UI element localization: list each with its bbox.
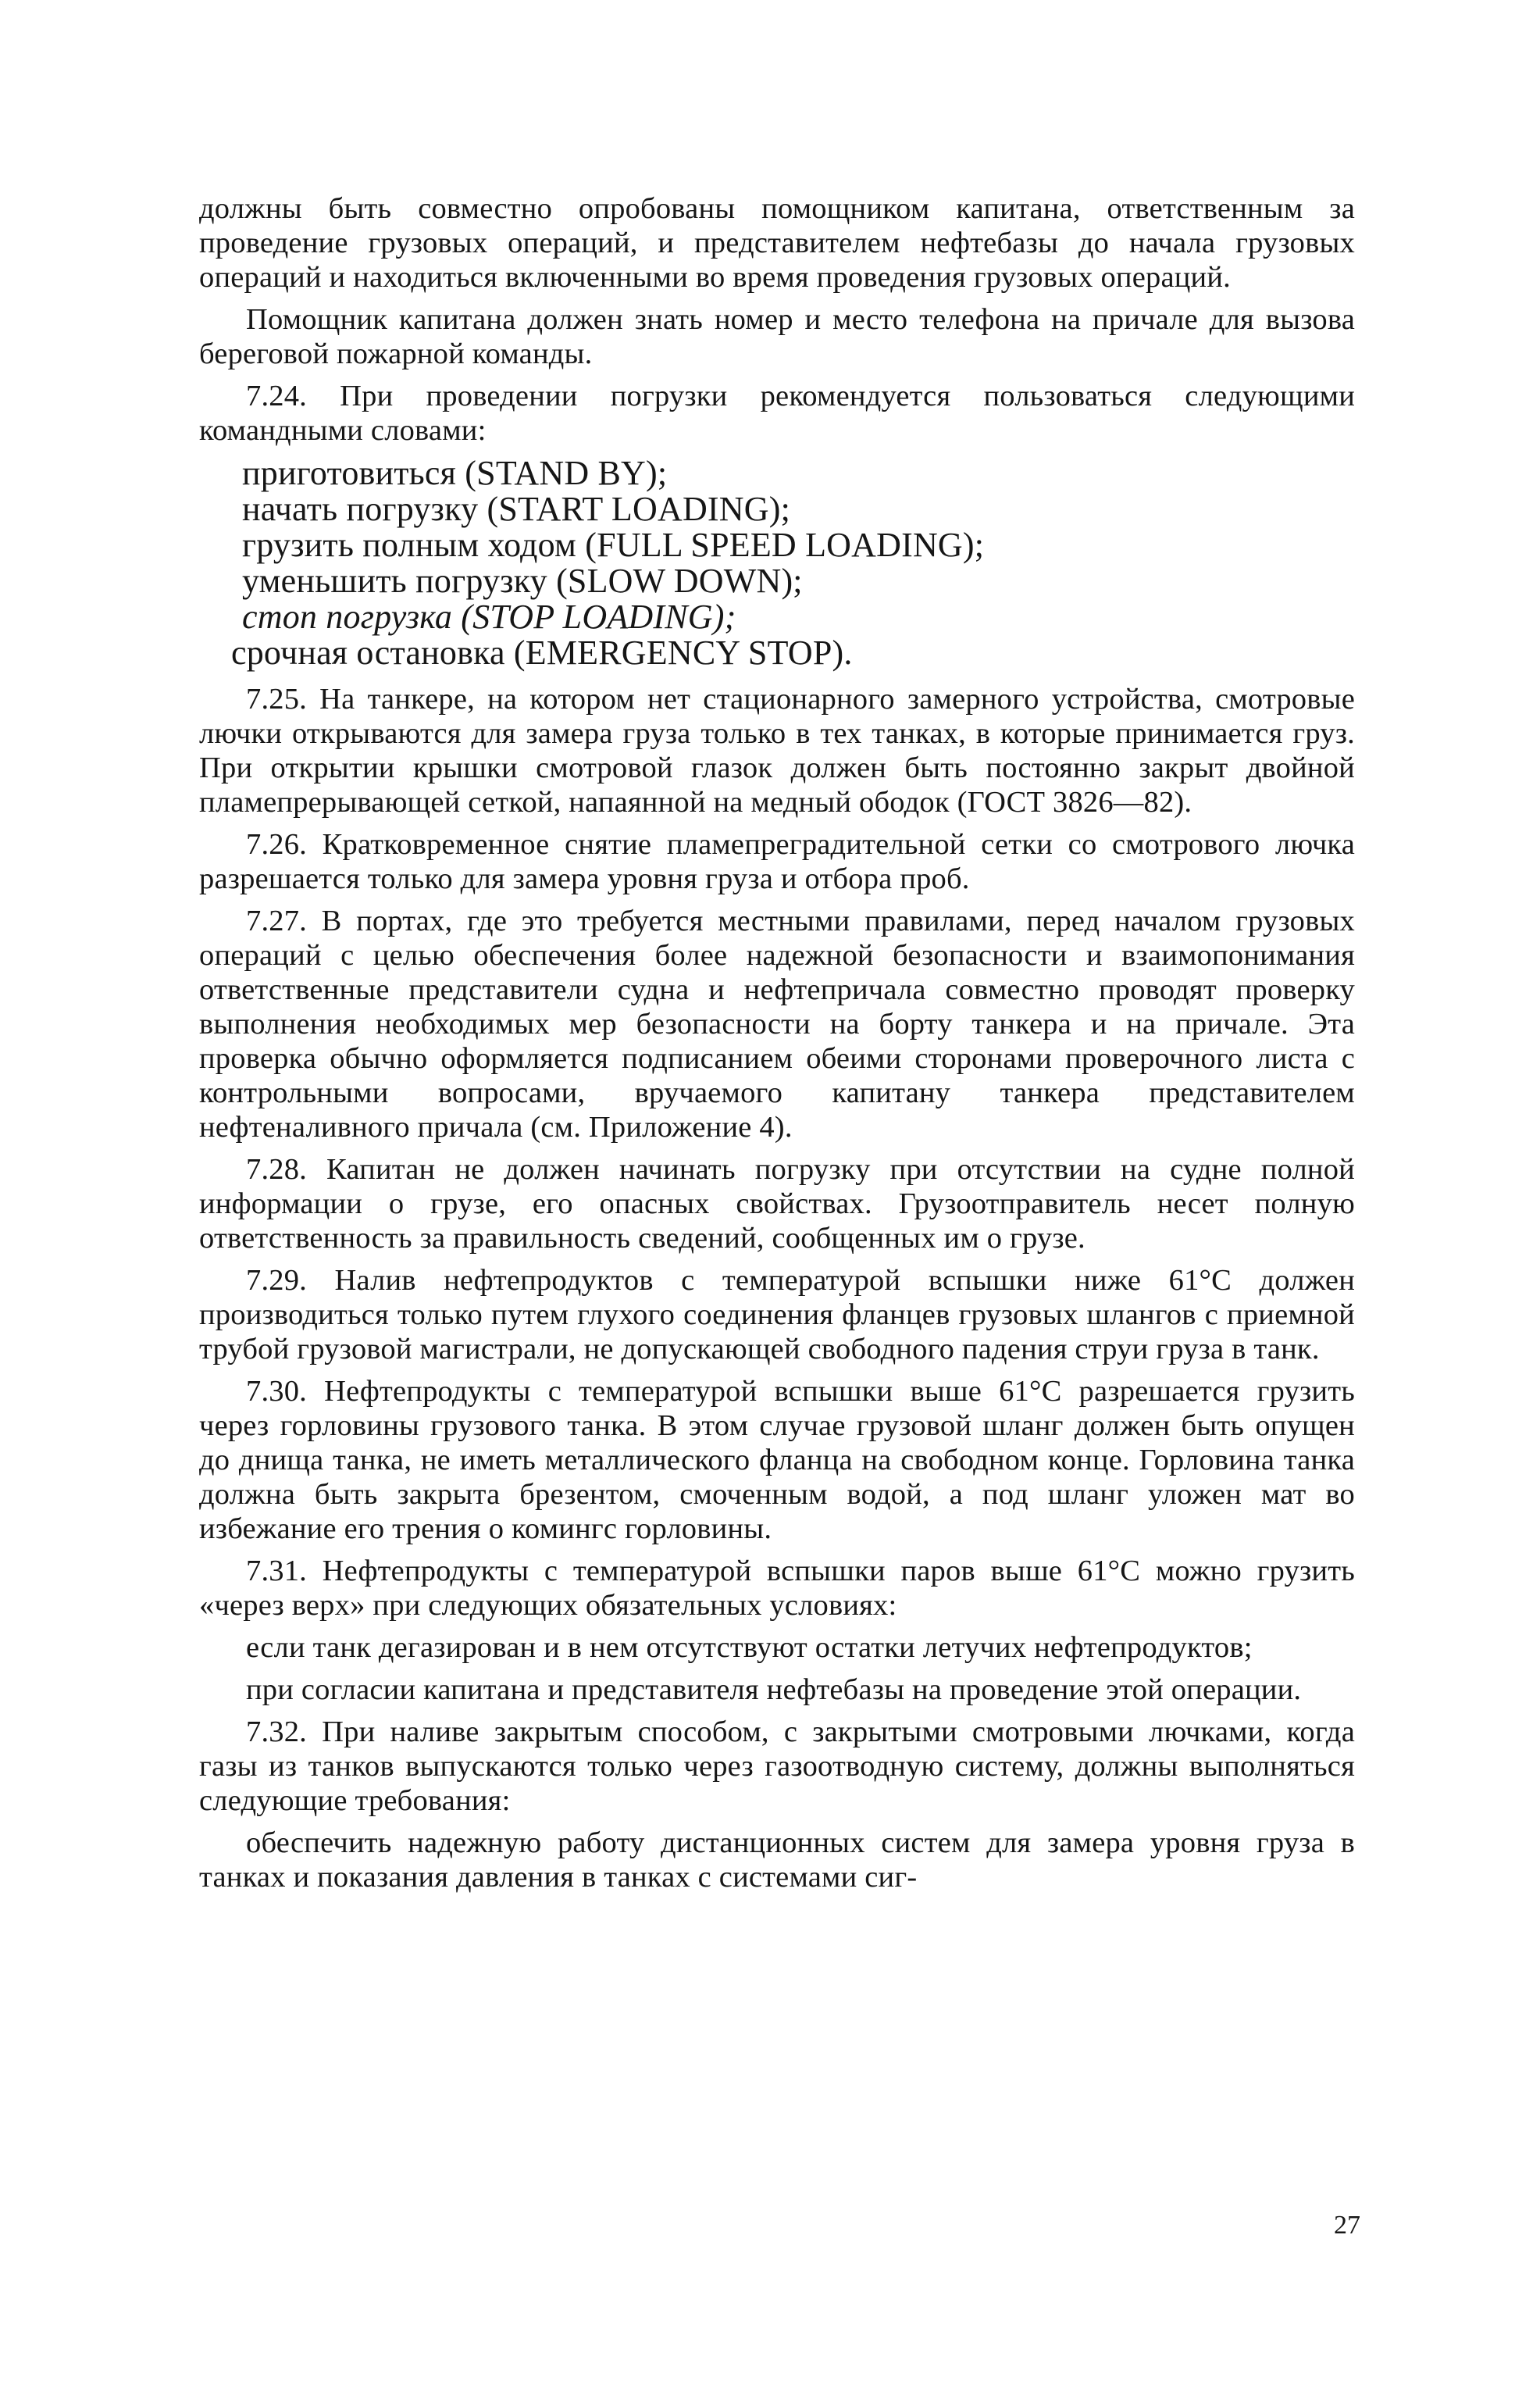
- paragraph-condition-2: при согласии капитана и представителя нефтебазы на проведение этой операции.: [246, 1673, 1302, 1706]
- command-item: стоп погрузка (STOP LOADING);: [242, 598, 736, 636]
- command-item: грузить полным ходом (FULL SPEED LOADING);: [242, 526, 985, 564]
- paragraph-condition-1: если танк дегазирован и в нем отсутствуют остатки летучих нефтепродуктов;: [246, 1631, 1253, 1664]
- command-item: срочная остановка (EMERGENCY STOP).: [231, 634, 853, 672]
- command-item: начать погрузку (START LOADING);: [242, 490, 790, 528]
- paragraph-continuation: должны быть совместно опробованы помощником капитана, ответственным за проведение грузовых операций, и представителем нефтебазы до начала грузовых операций и находиться включенными во время проведения грузовых операций.: [199, 192, 1355, 294]
- paragraph-phone: Помощник капитана должен знать номер и место телефона на причале для вызова береговой пожарной команды.: [199, 303, 1355, 370]
- paragraph-7-29: 7.29. Налив нефтепродуктов с температурой вспышки ниже 61°C должен производиться только путем глухого соединения фланцев грузовых шлангов с приемной трубой грузовой магистрали, не допускающей свободного падения струи груза в танк.: [199, 1264, 1355, 1366]
- document-page: [199, 191, 1355, 1902]
- paragraph-7-26: 7.26. Кратковременное снятие пламепреградительной сетки со смотрового лючка разрешается только для замера уровня груза и отбора проб.: [199, 828, 1355, 895]
- paragraph-7-28: 7.28. Капитан не должен начинать погрузку при отсутствии на судне полной информации о грузе, его опасных свойствах. Грузоотправитель несет полную ответственность за правильность сведений, сообщенных им о грузе.: [199, 1153, 1355, 1255]
- page-number: 27: [1334, 2211, 1360, 2240]
- paragraph-7-25: 7.25. На танкере, на котором нет стационарного замерного устройства, смотровые лючки открываются для замера груза только в тех танках, в которые принимается груз. При открытии крышки смотровой глазок должен быть постоянно закрыт двойной пламепрерывающей сеткой, напаянной на медный ободок (ГОСТ 3826—82).: [199, 683, 1355, 819]
- paragraph-7-32: 7.32. При наливе закрытым способом, с закрытыми смотровыми лючками, когда газы из танков выпускаются только через газоотводную систему, должны выполняться следующие требования:: [199, 1715, 1355, 1817]
- paragraph-7-31: 7.31. Нефтепродукты с температурой вспышки паров выше 61°C можно грузить «через верх» при следующих обязательных условиях:: [199, 1555, 1355, 1622]
- command-item: уменьшить погрузку (SLOW DOWN);: [242, 562, 803, 600]
- paragraph-7-24: 7.24. При проведении погрузки рекомендуется пользоваться следующими командными словами:: [199, 380, 1355, 447]
- command-item: приготовиться (STAND BY);: [242, 454, 668, 492]
- command-list: [199, 455, 1355, 671]
- paragraph-requirement: обеспечить надежную работу дистанционных систем для замера уровня груза в танках и показания давления в танках с системами сиг-: [199, 1826, 1355, 1894]
- paragraph-7-30: 7.30. Нефтепродукты с температурой вспышки выше 61°C разрешается грузить через горловины грузового танка. В этом случае грузовой шланг должен быть опущен до днища танка, не иметь металлического фланца на свободном конце. Горловина танка должна быть закрыта брезентом, смоченным водой, а под шланг уложен мат во избежание его трения о комингс горловины.: [199, 1375, 1355, 1545]
- paragraph-7-27: 7.27. В портах, где это требуется местными правилами, перед началом грузовых операций с целью обеспечения более надежной безопасности и взаимопонимания ответственные представители судна и нефтепричала совместно проводят проверку выполнения необходимых мер безопасности на борту танкера и на причале. Эта проверка обычно оформляется подписанием обеими сторонами проверочного листа с контрольными вопросами, вручаемого капитану танкера представителем нефтеналивного причала (см. Приложение 4).: [199, 905, 1355, 1144]
